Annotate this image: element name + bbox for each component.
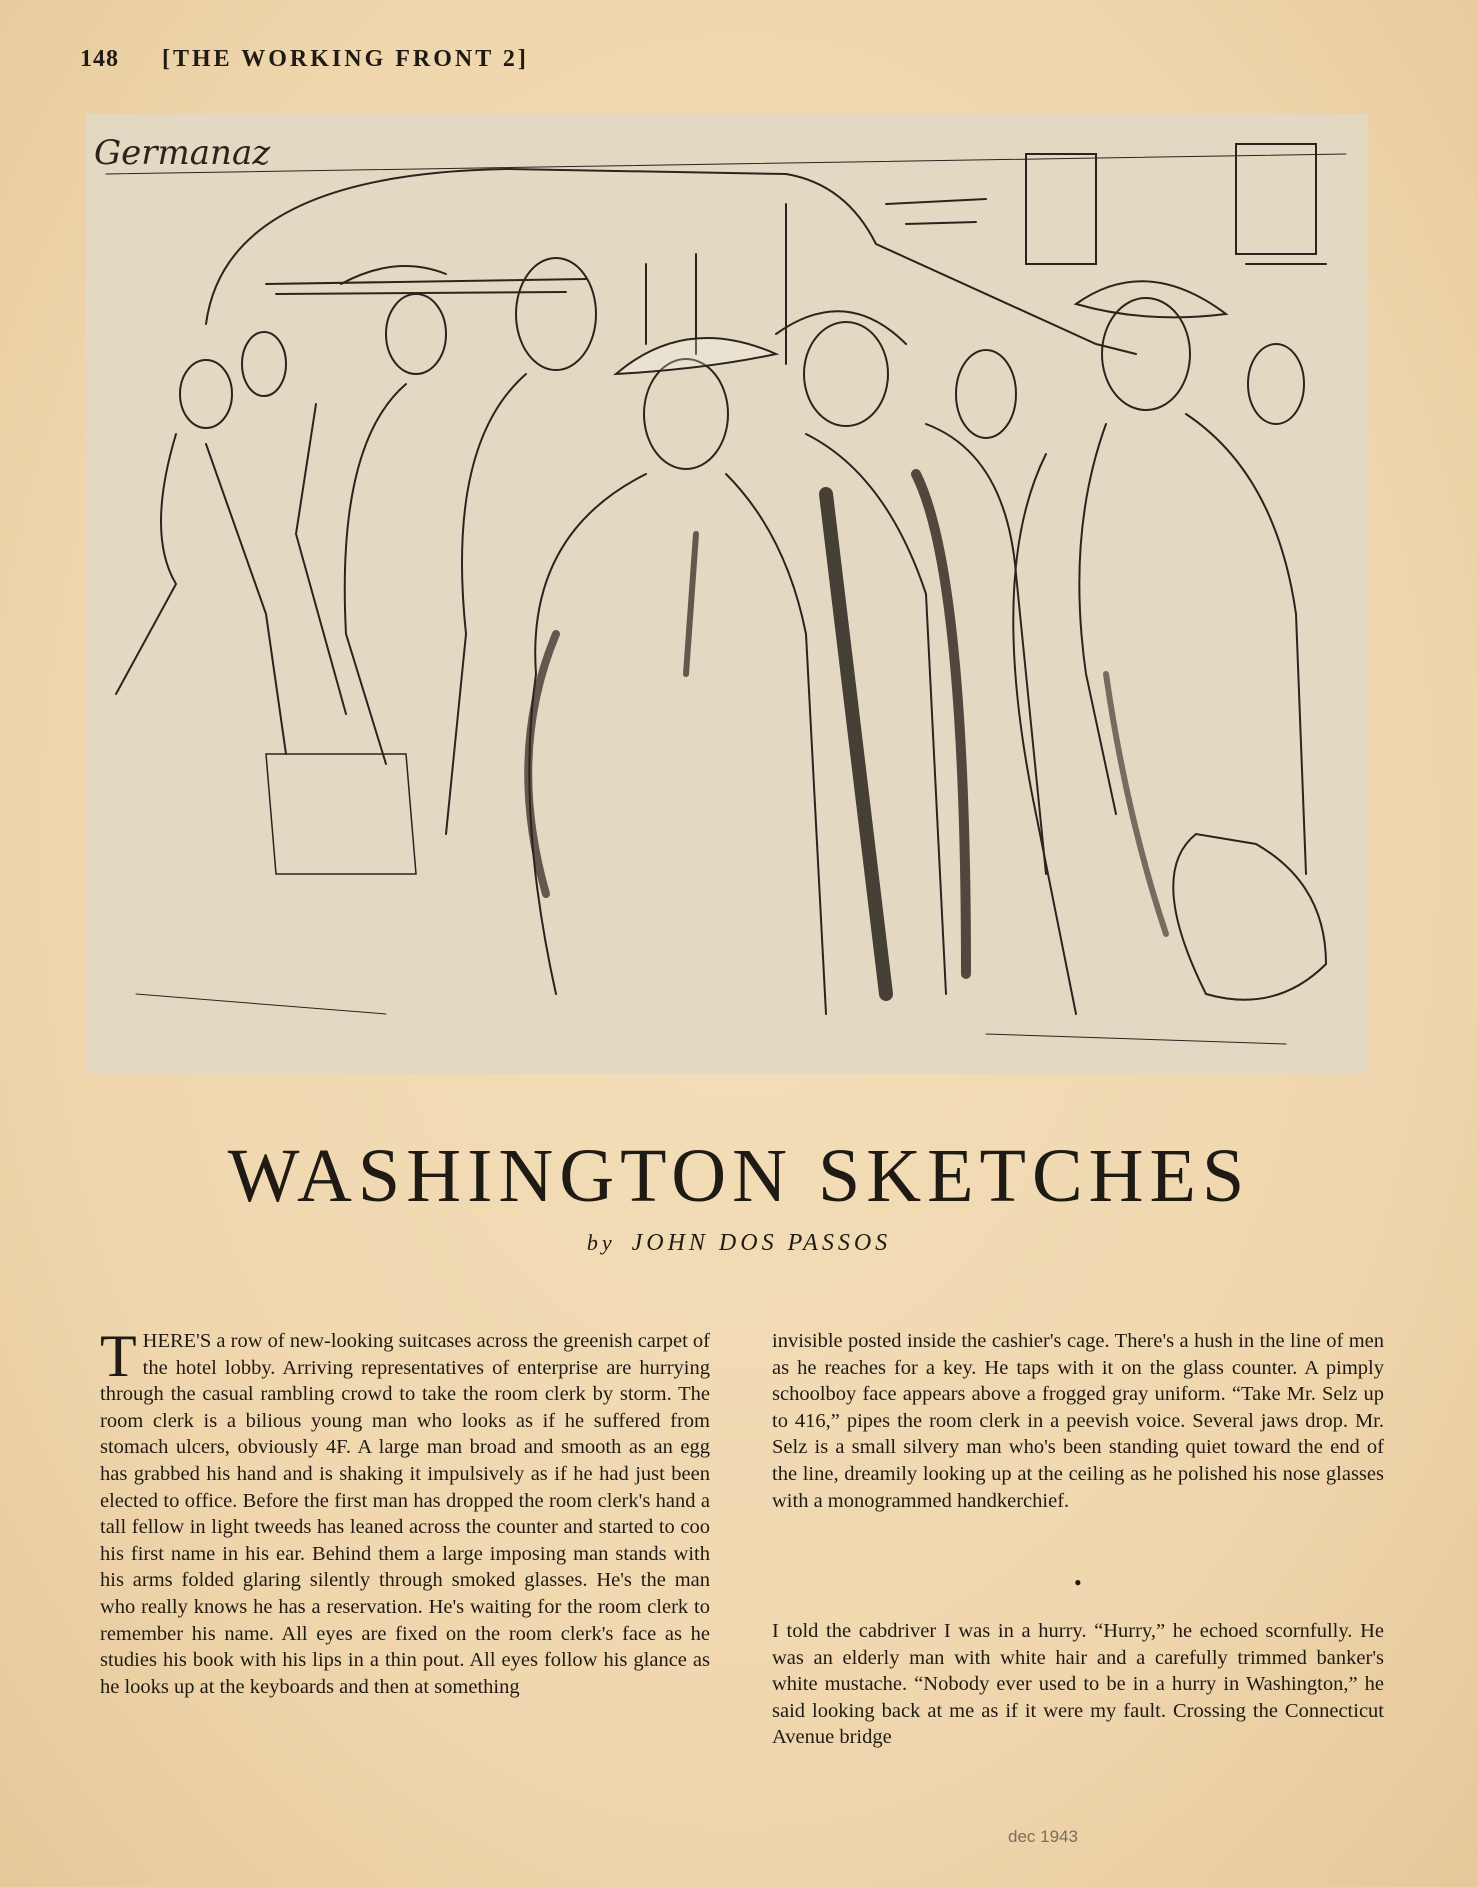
paragraph-continued: invisible posted inside the cashier's cage. There's a hush in the line of men as he reaches for a key. He taps with it on the glass counter. A pimply schoolboy face appears above a frogged gray uniform. “Take Mr. Selz up to 416,” pipes the room clerk in a peevish voice. Several jaws drop. Mr. Selz is a small silvery man who's been standing quiet toward the end of the line, dreamily looking up at the ceiling as he polished his nose glasses with a monogrammed handkerchief. [772, 1330, 1384, 1512]
paragraph [100, 1323, 710, 1700]
artist-signature: Germanaz [94, 133, 271, 173]
author-name: JOHN DOS PASSOS [631, 1230, 892, 1256]
ink-illustration [86, 114, 1368, 1074]
byline-by: by [586, 1230, 616, 1255]
text-column-left [100, 1323, 710, 1700]
running-head [80, 46, 529, 73]
crowd-sketch [86, 114, 1368, 1074]
article-title: WASHINGTON SKETCHES [227, 1134, 1251, 1218]
paragraph: I told the cabdriver I was in a hurry. “Hurry,” he echoed scornfully. He was an elderly man with white hair and a carefully trimmed banker's white mustache. “Nobody ever used to be in a hurry in Washington,” he said looking back at me as if it were my fault. Crossing the Connecticut Avenue bridge [772, 1620, 1384, 1749]
issue-date: dec 1943 [1008, 1827, 1078, 1846]
paragraph-text: HERE'S a row of new-looking suitcases across the greenish carpet of the hotel lobby. Arriving representatives of enterprise are hurrying through the casual rambling crowd to take the room clerk by storm. The room clerk is a bilious young man who looks as if he suffered from stomach ulcers, obviously 4F. A large man broad and smooth as an egg has grabbed his hand and is shaking it impulsively as if he had just been elected to office. Before the first man has dropped the room clerk's hand a tall fellow in light tweeds has leaned across the counter and started to coo his first name in his ear. Behind them a large imposing man stands with his arms folded glaring silently through smoked glasses. He's the man who really knows he has a reservation. He's waiting for the room clerk to remember his name. All eyes are fixed on the room clerk's face as he studies his book with his lips in a thin pout. All eyes follow his glance as he looks up at the keyboards and then at something [100, 1330, 710, 1698]
section-title: [THE WORKING FRONT 2] [162, 46, 529, 72]
byline [0, 1230, 1478, 1257]
page-number: 148 [80, 46, 119, 72]
drop-cap: T [100, 1323, 137, 1389]
text-column-right-second [772, 1618, 1384, 1751]
section-divider: • [1074, 1570, 1082, 1595]
text-column-right [772, 1328, 1384, 1514]
